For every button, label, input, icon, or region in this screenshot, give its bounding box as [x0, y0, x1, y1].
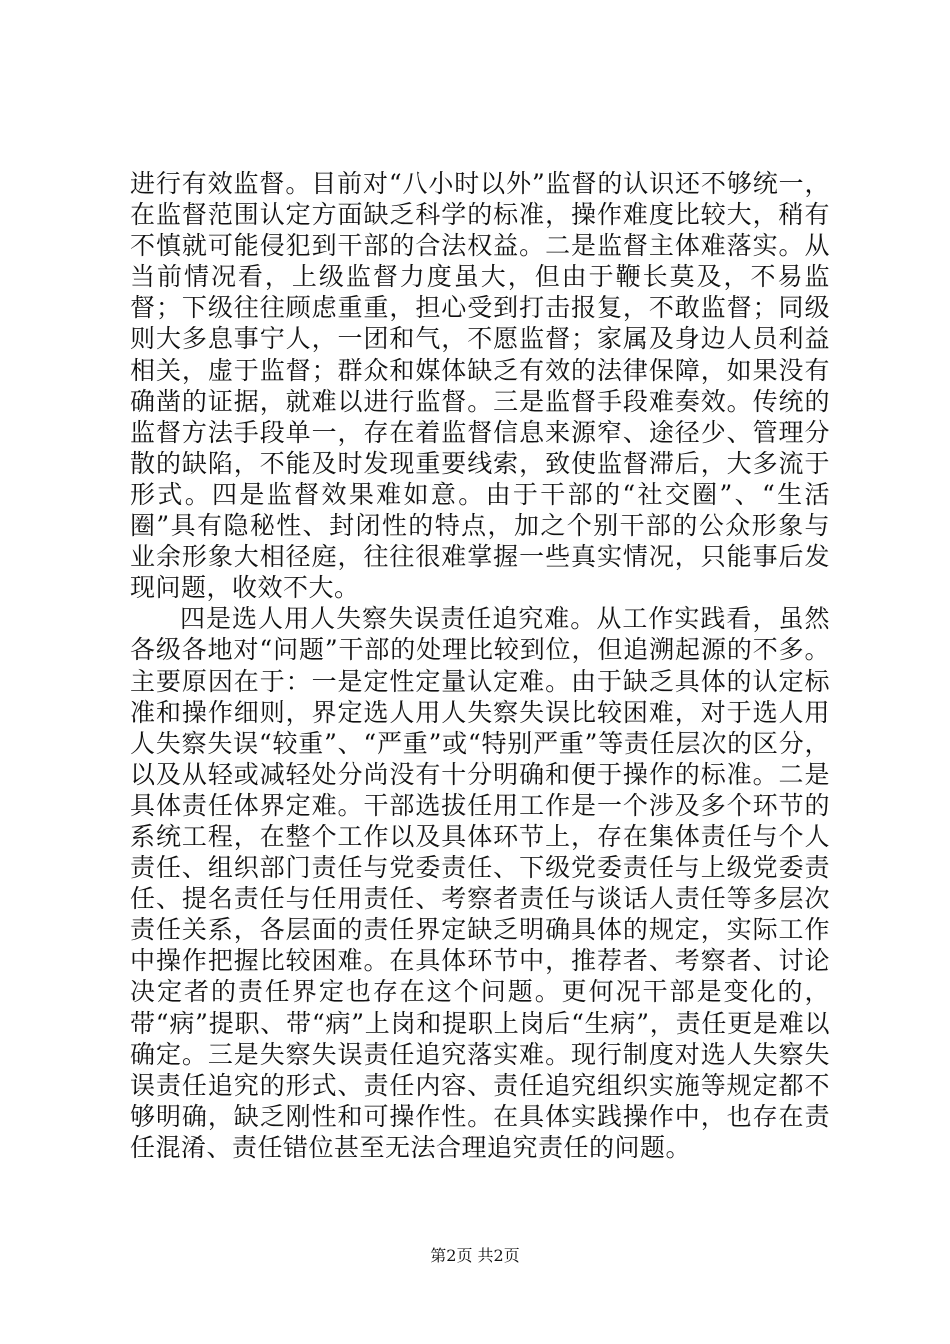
paragraph-continuation: 进行有效监督。目前对“八小时以外”监督的认识还不够统一，在监督范围认定方面缺乏科学的标准，操作难度比较大，稍有不慎就可能侵犯到干部的合法权益。二是监督主体难落实。从当前情况看，上级监督力度虽大，但由于鞭长莫及，不易监督；下级往往顾虑重重，担心受到打击报复，不敢监督；同级则大多息事宁人，一团和气，不愿监督；家属及身边人员利益相关，虚于监督；群众和媒体缺乏有效的法律保障，如果没有确凿的证据，就难以进行监督。三是监督手段难奏效。传统的监督方法手段单一，存在着监督信息来源窄、途径少、管理分散的缺陷，不能及时发现重要线索，致使监督滞后，大多流于形式。四是监督效果难如意。由于干部的“社交圈”、“生活圈”具有隐秘性、封闭性的特点，加之个别干部的公众形象与业余形象大相径庭，往往很难掌握一些真实情况，只能事后发现问题，收效不大。 [130, 169, 830, 603]
page-number-footer: 第2页 共2页 [430, 1246, 520, 1265]
document-body [130, 168, 830, 1163]
paragraph-accountability: 四是选人用人失察失误责任追究难。从工作实践看，虽然各级各地对“问题”干部的处理比较到位，但追溯起源的不多。主要原因在于：一是定性定量认定难。由于缺乏具体的认定标准和操作细则，界定选人用人失察失误比较困难，对于选人用人失察失误“较重”、“严重”或“特别严重”等责任层次的区分，以及从轻或减轻处分尚没有十分明确和便于操作的标准。二是具体责任体界定难。干部选拔任用工作是一个涉及多个环节的系统工程，在整个工作以及具体环节上，存在集体责任与个人责任、组织部门责任与党委责任、下级党委责任与上级党委责任、提名责任与任用责任、考察者责任与谈话人责任等多层次责任关系，各层面的责任界定缺乏明确具体的规定，实际工作中操作把握比较困难。在具体环节中，推荐者、考察者、讨论决定者的责任界定也存在这个问题。更何况干部是变化的，带“病”提职、带“病”上岗和提职上岗后“生病”，责任更是难以确定。三是失察失误责任追究落实难。现行制度对选人失察失误责任追究的形式、责任内容、责任追究组织实施等规定都不够明确，缺乏刚性和可操作性。在具体实践操作中，也存在责任混淆、责任错位甚至无法合理追究责任的问题。 [130, 604, 830, 1162]
